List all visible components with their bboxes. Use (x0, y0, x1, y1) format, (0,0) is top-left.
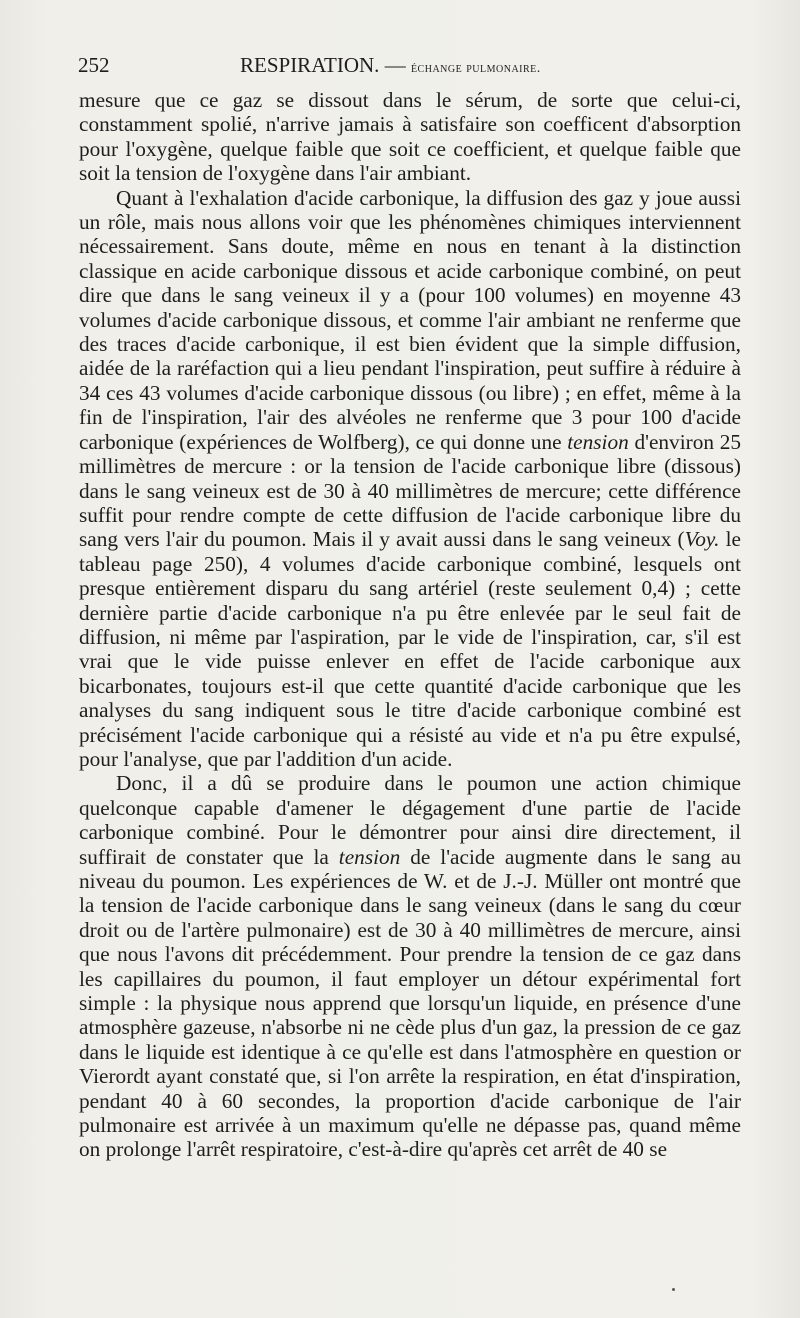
paragraph-3 (79, 771, 741, 1162)
paragraph-text: mesure que ce gaz se dissout dans le sérum, de sorte que celui-ci, constamment spolié, n'arrive jamais à satisfaire son coefficent d'absorption pour l'oxygène, quelque faible que soit ce coefficient, et quelque faible que soit la tension de l'oxygène dans l'air ambiant. (79, 88, 741, 186)
chapter-title: RESPIRATION. (240, 53, 380, 77)
italic-term: tension (567, 429, 629, 454)
text-run: d'environ 25 millimètres de mercure : or la tension de l'acide carbonique libre (dissous) dans le sang veineux est de 30 à 40 millimètres de mercure; cette différence suffit pour rendre compte de cette diffusion de l'acide carbonique libre du sang vers l'air du poumon. Mais il y avait aussi dans le sang veineux ( (79, 429, 741, 552)
page-number: 252 (78, 53, 110, 77)
body-text (79, 88, 741, 1162)
title-separator: — (379, 53, 411, 77)
running-head (78, 50, 740, 80)
text-run: le tableau page 250), 4 volumes d'acide carbonique combiné, lesquels ont presque entièrement disparu du sang artériel (reste seulement 0,4) ; cette dernière partie d'acide carbonique n'a pu être enlevée par le seul fait de diffusion, ni même par l'aspiration, par le vide de l'inspiration, car, s'il est vrai que le vide puisse enlever en effet de l'acide carbonique aux bicarbonates, toujours est-il que cette quantité d'acide carbonique que les analyses du sang indiquent sous le titre d'acide carbonique combiné est précisément l'acide carbonique qui a résisté au vide et n'a pu être expulsé, pour l'analyse, que par l'addition d'un acide. (79, 527, 741, 771)
section-subtitle: échange pulmonaire. (410, 61, 541, 76)
paragraph-2 (79, 186, 741, 772)
paper-speck (672, 1288, 675, 1291)
italic-term: Voy. (684, 527, 720, 552)
running-title (240, 50, 541, 84)
text-run: Donc, il a dû se produire dans le poumon une action chimique quelconque capable d'amener le dégagement d'une partie de l'acide carbonique combiné. Pour le démontrer pour ainsi dire directement, il suffirait de constater que la (79, 771, 741, 869)
italic-term: tension (338, 844, 401, 869)
paragraph-1 (79, 88, 741, 186)
text-run: Quant à l'exhalation d'acide carbonique, la diffusion des gaz y joue aussi un rôle, mais nous allons voir que les phénomènes chimiques interviennent nécessairement. Sans doute, même en nous en tenant à la distinction classique en acide carbonique dissous et acide carbonique combiné, on peut dire que dans le sang veineux il y a (pour 100 volumes) en moyenne 43 volumes d'acide carbonique dissous, et comme l'air ambiant ne renferme que des traces d'acide carbonique, il est bien évident que la simple diffusion, aidée de la raréfaction qui a lieu pendant l'inspiration, peut suffire à réduire à 34 ces 43 volumes d'acide carbonique dissous (ou libre) ; en effet, même à la fin de l'inspiration, l'air des alvéoles ne renferme que 3 pour 100 d'acide carbonique (expériences de Wolfberg), ce qui donne une (79, 185, 741, 454)
text-run: de l'acide augmente dans le sang au niveau du poumon. Les expériences de W. et de J.-J. Müller ont montré que la tension de l'acide carbonique dans le sang veineux (dans le sang du cœur droit ou de l'artère pulmonaire) est de 30 à 40 millimètres de mercure, ainsi que nous l'avons dit précédemment. Pour prendre la tension de ce gaz dans les capillaires du poumon, il faut employer un détour expérimental fort simple : la physique nous apprend que lorsqu'un liquide, en présence d'une atmosphère gazeuse, n'absorbe ni ne cède plus d'un gaz, la pression de ce gaz dans le liquide est identique à ce qu'elle est dans l'atmosphère en question or Vierordt ayant constaté que, si l'on arrête la respiration, en état d'inspiration, pendant 40 à 60 secondes, la proportion d'acide carbonique de l'air pulmonaire est arrivée à un maximum qu'elle ne dépasse pas, quand même on prolonge l'arrêt respiratoire, c'est-à-dire qu'après cet arrêt de 40 se (79, 844, 741, 1162)
